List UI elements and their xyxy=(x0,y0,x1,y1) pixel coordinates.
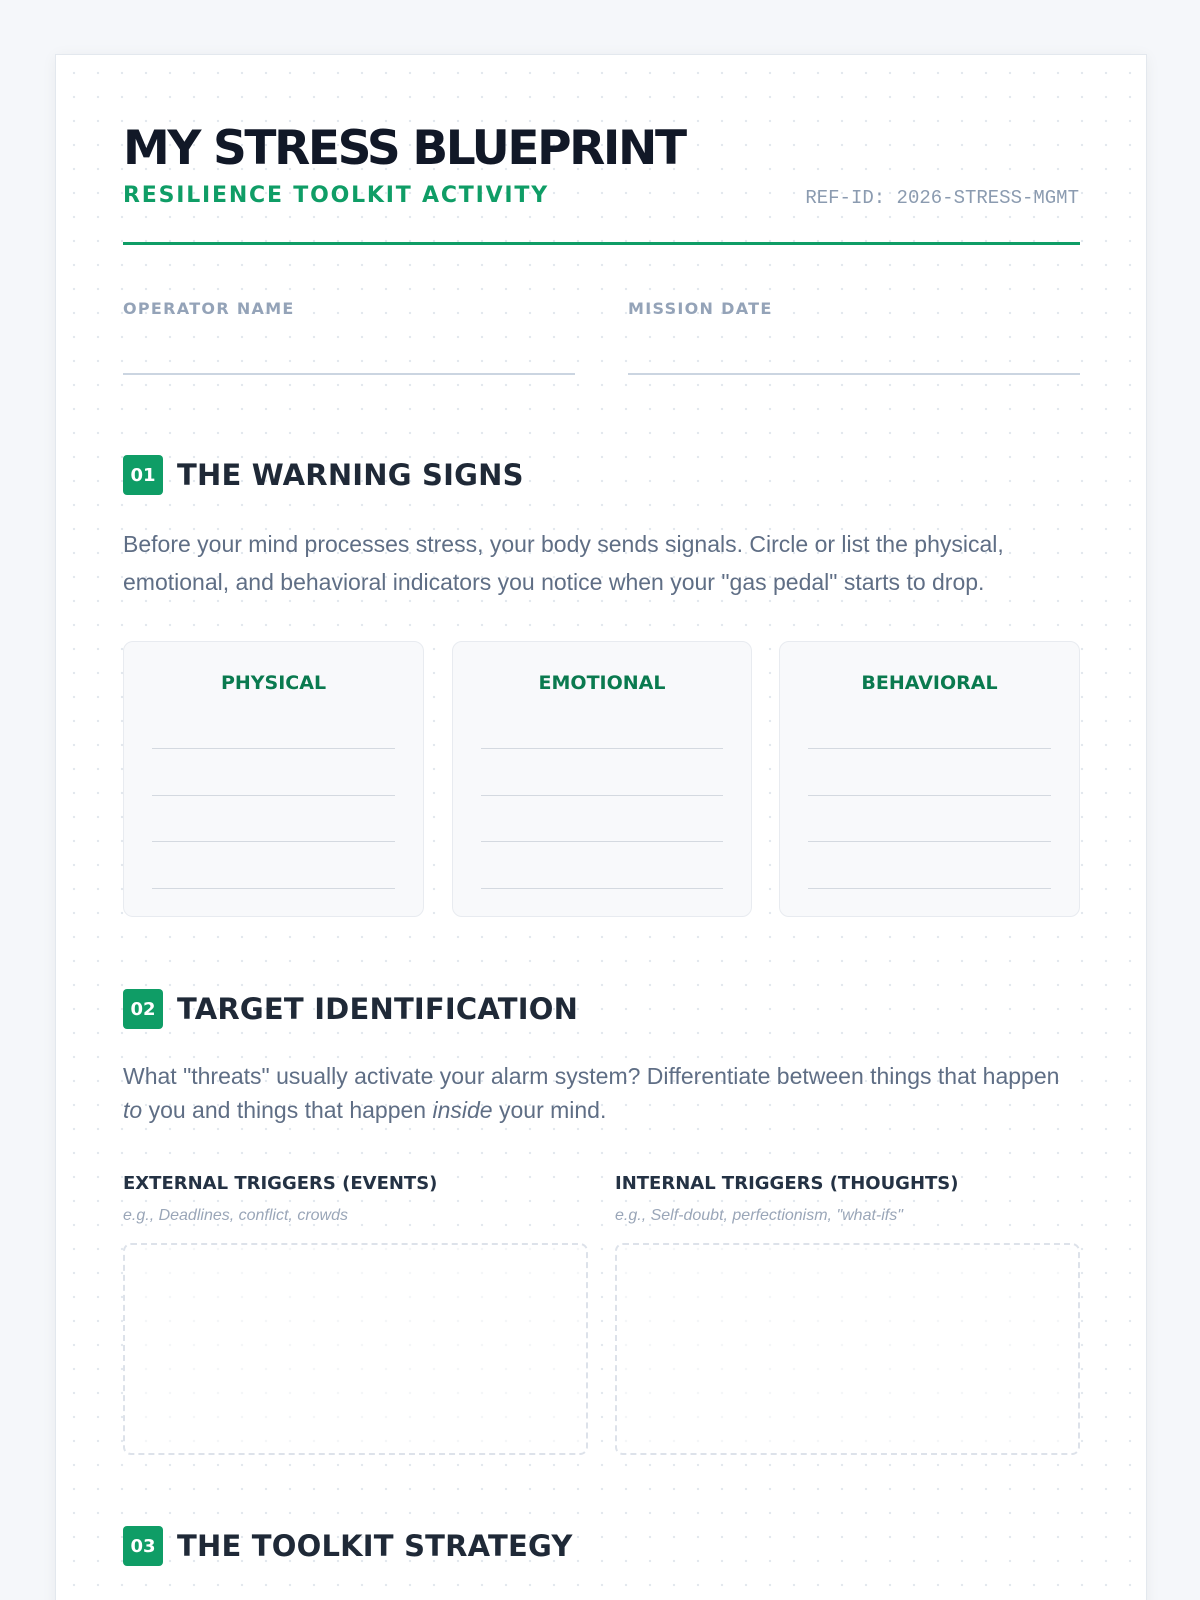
description-text: you and things that happen xyxy=(142,1097,433,1123)
external-triggers-label: EXTERNAL TRIGGERS (EVENTS) xyxy=(123,1173,438,1194)
worksheet-page xyxy=(55,54,1147,1600)
section-01-heading xyxy=(123,455,524,495)
write-line xyxy=(808,748,1051,749)
write-line xyxy=(481,795,723,796)
write-line xyxy=(481,888,723,889)
write-line xyxy=(152,748,395,749)
behavioral-card[interactable] xyxy=(779,641,1080,917)
section-02-description xyxy=(123,1059,1063,1127)
description-text: What "threats" usually activate your alarm system? Differentiate between things that happen xyxy=(123,1063,1060,1089)
section-title: THE WARNING SIGNS xyxy=(177,458,524,492)
write-line xyxy=(481,841,723,842)
header-divider xyxy=(123,242,1080,245)
page-subtitle: RESILIENCE TOOLKIT ACTIVITY xyxy=(123,183,549,208)
physical-card[interactable] xyxy=(123,641,424,917)
write-line xyxy=(152,888,395,889)
section-03-heading xyxy=(123,1526,573,1566)
card-title: PHYSICAL xyxy=(220,672,327,694)
emotional-card[interactable] xyxy=(452,641,752,917)
internal-triggers-hint: e.g., Self-doubt, perfectionism, "what-ifs" xyxy=(615,1207,903,1224)
page-title: MY STRESS BLUEPRINT xyxy=(123,121,685,176)
operator-name-underline xyxy=(123,373,575,375)
write-line xyxy=(481,748,723,749)
mission-date-underline xyxy=(628,373,1080,375)
section-title: TARGET IDENTIFICATION xyxy=(177,992,579,1026)
section-01-description: Before your mind processes stress, your body sends signals. Circle or list the physical, emotional, and behavioral indicators you notice when your "gas pedal" starts to drop. xyxy=(123,531,1004,595)
description-text: your mind. xyxy=(492,1097,607,1123)
internal-triggers-box[interactable] xyxy=(615,1243,1080,1455)
section-title: THE TOOLKIT STRATEGY xyxy=(177,1529,573,1563)
write-line xyxy=(152,841,395,842)
card-title: BEHAVIORAL xyxy=(861,672,998,694)
section-number-badge: 03 xyxy=(123,1526,163,1566)
description-emphasis: to xyxy=(123,1097,143,1123)
write-line xyxy=(808,841,1051,842)
operator-name-label: OPERATOR NAME xyxy=(123,299,295,318)
mission-date-label: MISSION DATE xyxy=(628,299,773,318)
reference-id: REF-ID: 2026-STRESS-MGMT xyxy=(805,187,1079,209)
write-line xyxy=(808,795,1051,796)
write-line xyxy=(152,795,395,796)
section-number-badge: 01 xyxy=(123,455,163,495)
section-02-heading xyxy=(123,989,578,1029)
write-line xyxy=(808,888,1051,889)
external-triggers-box[interactable] xyxy=(123,1243,588,1455)
external-triggers-hint: e.g., Deadlines, conflict, crowds xyxy=(123,1207,348,1224)
operator-name-field[interactable] xyxy=(123,299,575,369)
description-emphasis: inside xyxy=(432,1097,493,1123)
mission-date-field[interactable] xyxy=(628,299,1080,369)
internal-triggers-label: INTERNAL TRIGGERS (THOUGHTS) xyxy=(615,1173,959,1194)
card-title: EMOTIONAL xyxy=(538,672,666,694)
section-number-badge: 02 xyxy=(123,989,163,1029)
